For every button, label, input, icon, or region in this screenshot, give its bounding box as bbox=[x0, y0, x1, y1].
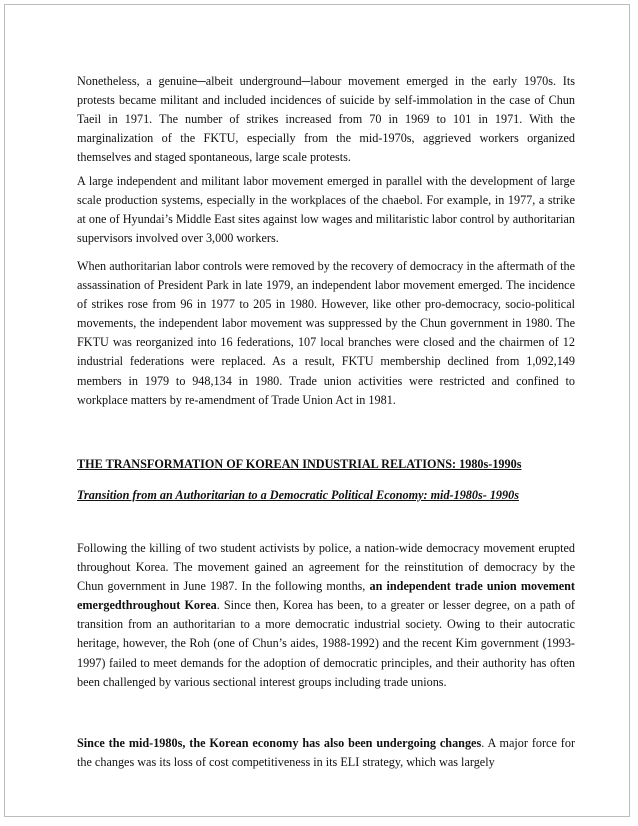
paragraph-economy-changes bbox=[77, 734, 575, 772]
paragraph-bold-phrase: Since the mid-1980s, the Korean economy has also been undergoing changes bbox=[77, 736, 482, 750]
section-subheading-text: Transition from an Authoritarian to a Democratic Political Economy: mid-1980s- 1990s bbox=[77, 488, 519, 502]
paragraph-democracy-movement bbox=[77, 539, 575, 692]
paragraph-text: Nonetheless, a genuine─albeit underground─labour movement emerged in the early 1970s. Its protests became militant and included incidences of suicide by self-immolation in the case of Chun Taeil in 1971. The number of strikes increased from 70 in 1969 to 101 in 1971. With the marginalization of the FKTU, especially from the mid-1970s, aggrieved workers organized themselves and staged spontaneous, large scale protests. bbox=[77, 74, 575, 165]
paragraph-authoritarian-controls bbox=[77, 257, 575, 410]
paragraph-text-part: . A major force for the changes was its loss of cost competitiveness in its ELI strategy, which was largely bbox=[77, 736, 576, 770]
paragraph-text bbox=[77, 734, 575, 772]
paragraph-early-1970s bbox=[77, 72, 575, 167]
section-subheading bbox=[77, 486, 575, 505]
paragraph-text: A large independent and militant labor movement emerged in parallel with the development of large scale production systems, especially in the workplaces of the chaebol. For example, in 1977, a strike at one of Hyundai’s Middle East sites against low wages and militaristic labor control by authoritarian supervisors involved over 3,000 workers. bbox=[77, 174, 575, 246]
section-heading-text: THE TRANSFORMATION OF KOREAN INDUSTRIAL RELATIONS: 1980s-1990s bbox=[77, 457, 522, 471]
paragraph-text bbox=[77, 539, 575, 692]
section-heading bbox=[77, 455, 575, 474]
paragraph-large-independent bbox=[77, 172, 575, 248]
paragraph-text-part: . Since then, Korea has been, to a greater or lesser degree, on a path of transition from an authoritarian to a more democratic industrial society. Owing to their autocratic heritage, however, the Roh (one of Chun’s aides, 1988-1992) and the recent Kim government (1993-1997) failed to meet demands for the adoption of democratic principles, and their authority has often been challenged by various sectional interest groups including trade unions. bbox=[77, 598, 575, 689]
paragraph-bold-phrase: an independent trade union movement emergedthroughout Korea bbox=[77, 579, 575, 613]
paragraph-text-part: Following the killing of two student activists by police, a nation-wide democracy movement erupted throughout Korea. The movement gained an agreement for the reinstitution of democracy by the Chun government in June 1987. In the following months, bbox=[77, 541, 575, 594]
paragraph-text: When authoritarian labor controls were removed by the recovery of democracy in the aftermath of the assassination of President Park in late 1979, an independent labor movement emerged. The incidence of strikes rose from 96 in 1977 to 205 in 1980. However, like other pro-democracy, socio-political movements, the independent labor movement was suppressed by the Chun government in 1980. The FKTU was reorganized into 16 federations, 107 local branches were closed and the chairmen of 12 industrial federations were replaced. As a result, FKTU membership declined from 1,092,149 members in 1979 to 948,134 in 1980. Trade union activities were restricted and confined to workplace matters by re-amendment of Trade Union Act in 1981. bbox=[77, 259, 575, 407]
